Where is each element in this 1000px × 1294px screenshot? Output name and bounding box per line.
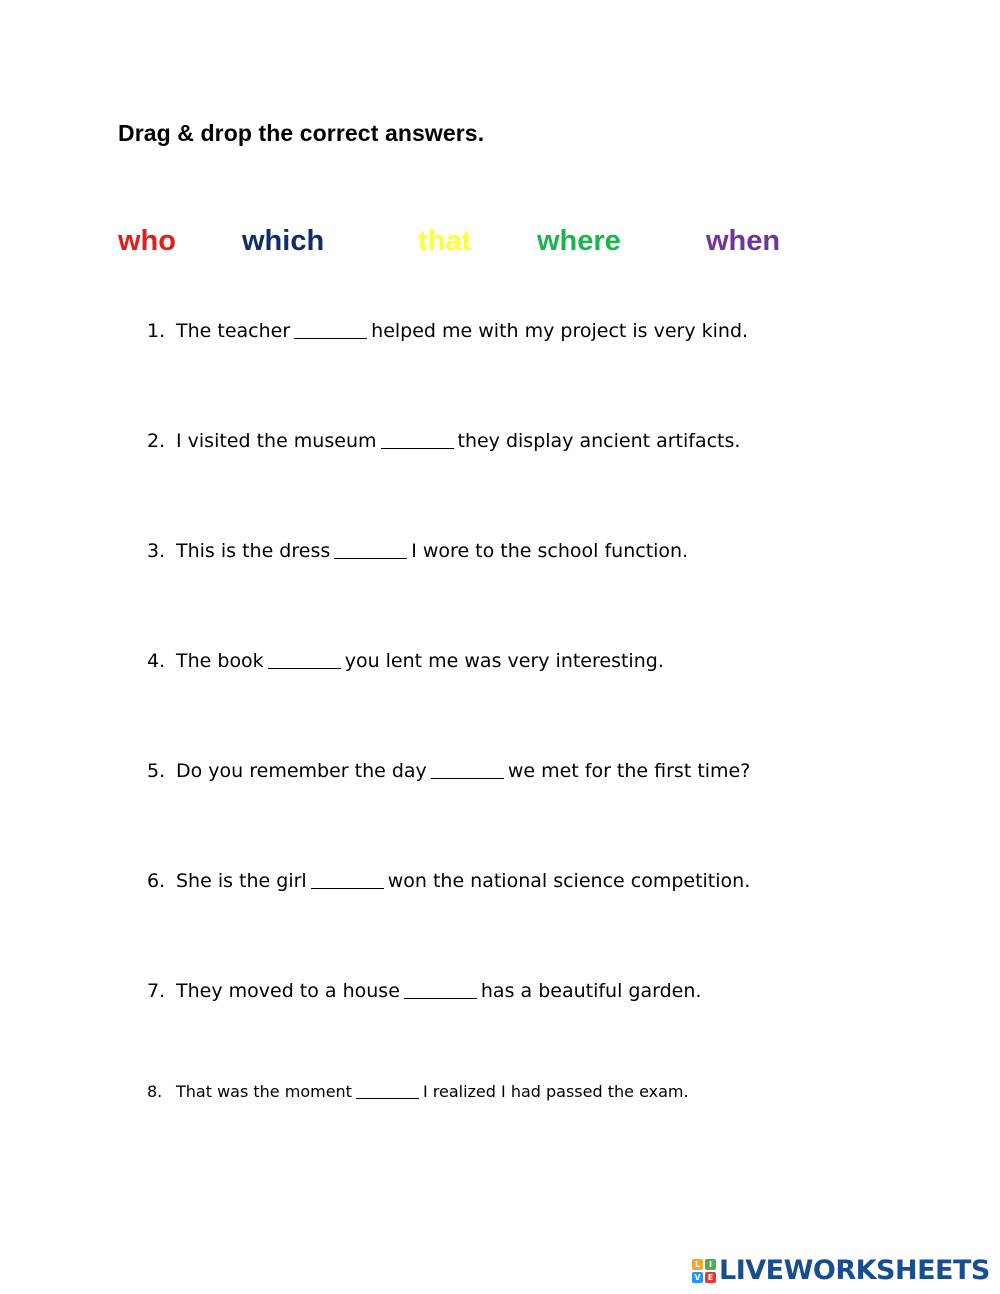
question-text-after: won the national science competition.	[387, 870, 751, 892]
word-bank-who[interactable]: who	[118, 225, 176, 257]
answer-drop-zone-2[interactable]	[381, 429, 454, 449]
question-number: 1.	[147, 320, 166, 342]
question-text-before: This is the dress	[176, 540, 331, 562]
instructions-heading: Drag & drop the correct answers.	[118, 120, 485, 146]
logo-wordmark: LIVEWORKSHEETS	[719, 1255, 990, 1286]
question-text-before: The book	[176, 650, 264, 672]
answer-drop-zone-5[interactable]	[431, 759, 504, 779]
question-5	[147, 759, 750, 782]
question-number: 7.	[147, 980, 166, 1002]
question-text-after: they display ancient artifacts.	[457, 430, 741, 452]
question-text-after: you lent me was very interesting.	[344, 650, 664, 672]
question-number: 6.	[147, 870, 166, 892]
question-text-before: That was the moment	[176, 1082, 352, 1101]
word-bank-when[interactable]: when	[706, 225, 781, 257]
question-text-after: has a beautiful garden.	[480, 980, 702, 1002]
question-number: 8.	[147, 1082, 163, 1101]
question-number: 2.	[147, 430, 166, 452]
logo-mark-tile: I	[705, 1259, 716, 1270]
question-number: 4.	[147, 650, 166, 672]
question-7	[147, 979, 701, 1002]
logo-mark-tile: V	[692, 1272, 703, 1283]
question-number: 5.	[147, 760, 166, 782]
question-1	[147, 319, 748, 342]
word-bank-which[interactable]: which	[242, 225, 325, 257]
logo-mark-tile: E	[705, 1272, 716, 1283]
question-number: 3.	[147, 540, 166, 562]
question-text-before: She is the girl	[176, 870, 307, 892]
question-text-before: Do you remember the day	[176, 760, 427, 782]
word-bank-where[interactable]: where	[537, 225, 621, 257]
question-text-after: I realized I had passed the exam.	[422, 1082, 689, 1101]
question-text-before: The teacher	[176, 320, 291, 342]
question-4	[147, 649, 664, 672]
question-3	[147, 539, 688, 562]
liveworksheets-logo	[692, 1255, 990, 1286]
question-text-before: I visited the museum	[176, 430, 377, 452]
question-text-after: helped me with my project is very kind.	[371, 320, 749, 342]
logo-mark-tile: L	[692, 1259, 703, 1270]
answer-drop-zone-6[interactable]	[311, 869, 384, 889]
answer-drop-zone-4[interactable]	[268, 649, 341, 669]
question-6	[147, 869, 750, 892]
question-text-before: They moved to a house	[176, 980, 400, 1002]
liveworksheets-logo-icon	[692, 1259, 716, 1283]
question-8	[147, 1082, 689, 1101]
question-2	[147, 429, 740, 452]
answer-drop-zone-3[interactable]	[334, 539, 407, 559]
answer-drop-zone-7[interactable]	[404, 979, 477, 999]
question-text-after: we met for the first time?	[507, 760, 751, 782]
answer-drop-zone-8[interactable]	[356, 1082, 419, 1099]
answer-drop-zone-1[interactable]	[294, 319, 367, 339]
question-text-after: I wore to the school function.	[411, 540, 689, 562]
word-bank-that[interactable]: that	[418, 225, 472, 257]
